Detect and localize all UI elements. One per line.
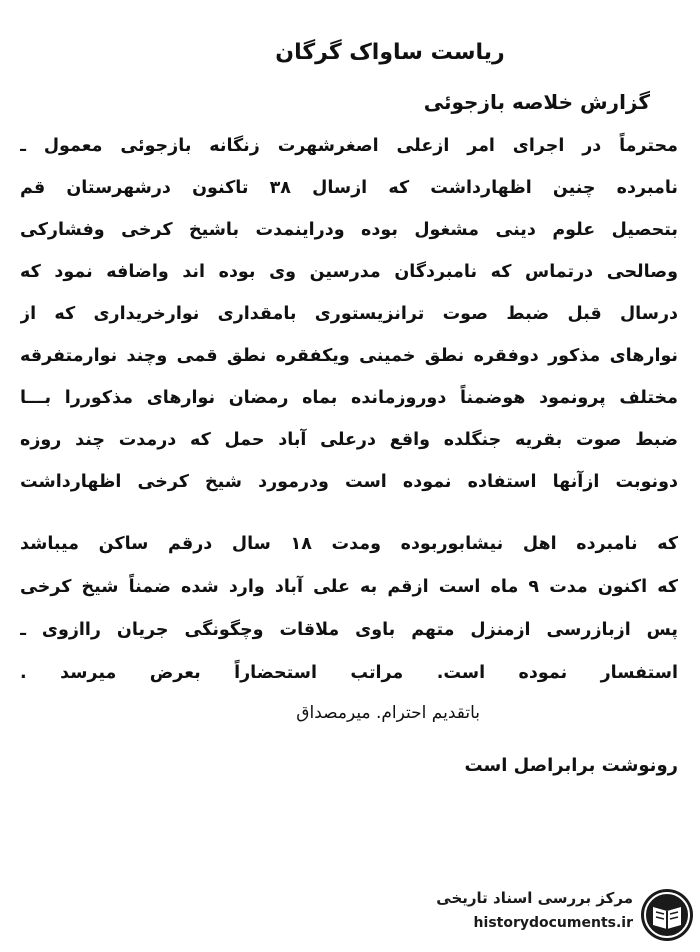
watermark-url: historydocuments.ir [473, 915, 633, 931]
copy-certification: رونوشت برابراصل است [464, 755, 678, 776]
body-line: دونوبت ازآنها استفاده نموده است ودرمورد شیخ کرخی اظهارداشت [20, 472, 678, 492]
body-line: وصالحی درتماس که نامبردگان مدرسین وی بوده اند واضافه نمود که [20, 262, 678, 282]
body-line: نامبرده چنین اظهارداشت که ازسال ۳۸ تاکنون درشهرستان قم [20, 178, 678, 198]
body-line: که اکنون مدت ۹ ماه است ازقم به علی آباد وارد شده ضمناً شیخ کرخی [20, 577, 678, 597]
body-line: بتحصیل علوم دینی مشغول بوده ودراینمدت باشیخ کرخی وفشارکی [20, 220, 678, 240]
body-line: ضبط صوت بقریه جنگلده واقع درعلی آباد حمل که درمدت چند روزه [20, 430, 678, 450]
watermark-title: مرکز بررسی اسناد تاریخی [436, 889, 633, 907]
body-line: درسال قبل ضبط صوت ترانزیستوری بامقداری نوارخریداری که از [20, 304, 678, 324]
report-title: گزارش خلاصه بازجوئی [423, 90, 650, 114]
book-emblem-icon [639, 887, 695, 943]
body-line: مختلف پرونمود هوضمناً دوروزمانده بماه رمضان نوارهای مذکوررا بـــا [20, 388, 678, 408]
document-heading: ریاست ساواک گرگان [275, 40, 505, 65]
body-line: استفسار نموده است. مراتب استحضاراً بعرض میرسد . [20, 663, 678, 683]
body-line: نوارهای مذکور دوفقره نطق خمینی ویکفقره نطق قمی وچند نوارمتفرقه [20, 346, 678, 366]
body-line: که نامبرده اهل نیشابوربوده ومدت ۱۸ سال درقم ساکن میباشد [20, 534, 678, 554]
signoff-line: باتقدیم احترام. میرمصداق [296, 703, 480, 723]
body-line: محترماً در اجرای امر ازعلی اصغرشهرت زنگانه بازجوئی معمول ـ [20, 136, 678, 156]
body-line: پس ازبازرسی ازمنزل متهم باوی ملاقات وچگونگی جریان راازوی ـ [20, 620, 678, 640]
archive-watermark [400, 885, 695, 945]
